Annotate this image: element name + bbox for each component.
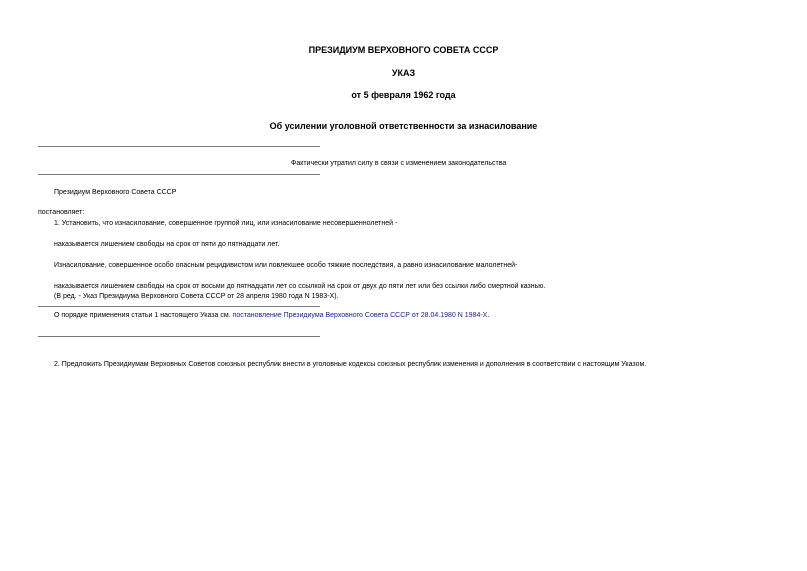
divider-top (38, 146, 320, 147)
divider-commentary-bottom (38, 336, 320, 337)
document-type-heading: УКАЗ (391, 68, 416, 78)
edition-note: (В ред. - Указ Президиума Верховного Совета СССР от 28 апреля 1980 года N 1983-Х). (54, 293, 339, 300)
item-1-line-3: Изнасилование, совершенное особо опасным рецидивистом или повлекшее особо тяжкие последствия, а равно изнасилование малолетней- (54, 262, 518, 269)
resolves-text: постановляет: (38, 209, 85, 216)
resolution-link[interactable]: постановление Президиума Верховного Совета СССР от 28.04.1980 N 1984-Х (232, 312, 488, 319)
commentary-suffix: . (487, 312, 490, 319)
commentary-paragraph (54, 311, 489, 320)
item-1-line-4: наказывается лишением свободы на срок от восьми до пятнадцати лет со ссылкой на срок от двух до пяти лет или без ссылки либо смертной казнью. (54, 283, 546, 290)
divider-status (38, 174, 320, 175)
document-date: от 5 февраля 1962 года (351, 90, 456, 100)
item-1-line-1: 1. Установить, что изнасилование, совершенное группой лиц, или изнасилование несовершеннолетней - (54, 220, 398, 227)
issuer-heading: ПРЕЗИДИУМ ВЕРХОВНОГО СОВЕТА СССР (308, 45, 499, 55)
item-2-text: 2. Предложить Президиумам Верховных Советов союзных республик внести в уголовные кодексы союзных республик изменения и дополнения в соответствии с настоящим Указом. (54, 361, 647, 368)
status-note: Фактически утратил силу в связи с изменением законодательства (291, 160, 507, 167)
document-title: Об усилении уголовной ответственности за изнасилование (269, 121, 538, 131)
intro-text: Президиум Верховного Совета СССР (54, 189, 177, 196)
commentary-prefix: О порядке применения статьи 1 настоящего Указа см. (54, 312, 233, 319)
divider-commentary-top (38, 306, 320, 307)
item-1-line-2: наказывается лишением свободы на срок от пяти до пятнадцати лет. (54, 241, 280, 248)
